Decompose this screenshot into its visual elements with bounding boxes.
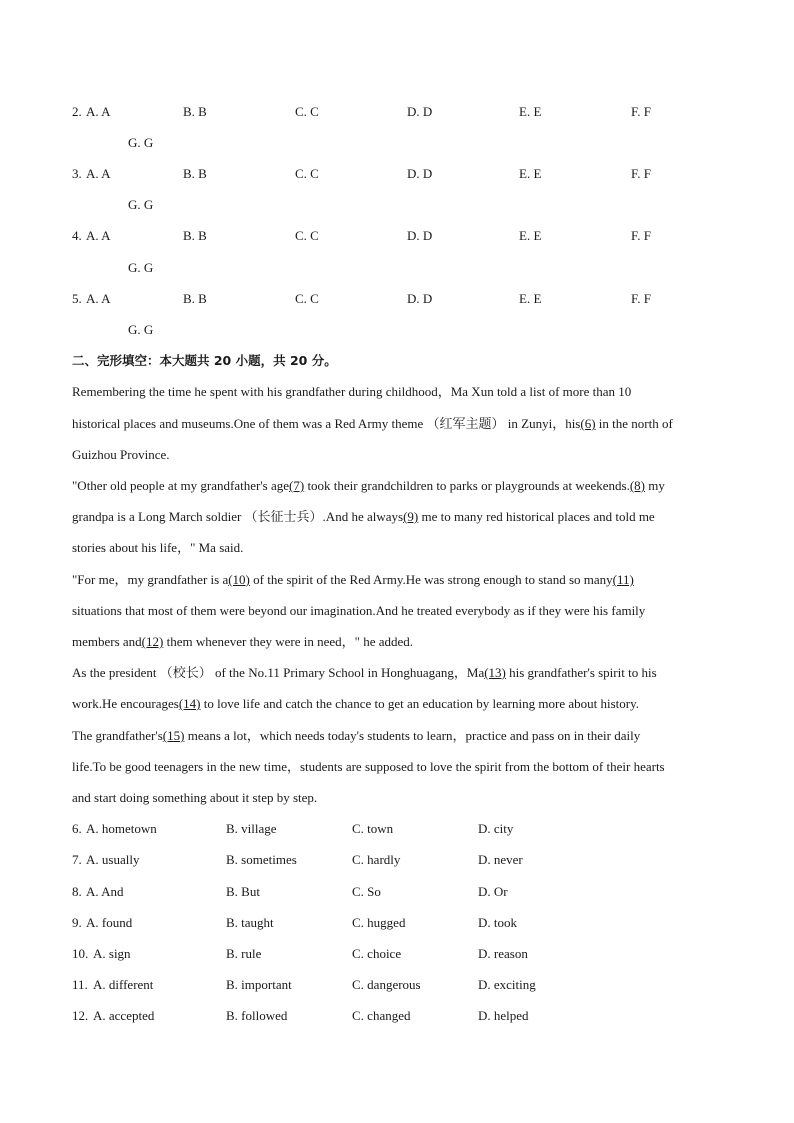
choice-c: C. hardly xyxy=(352,852,401,867)
passage-line xyxy=(72,572,634,588)
choice-b: B. village xyxy=(226,821,277,836)
option-g: G. G xyxy=(128,322,154,337)
choice-c: C. So xyxy=(352,884,381,899)
option-d: D. D xyxy=(407,166,433,181)
choice-b: B. important xyxy=(226,977,292,992)
blank-15: (15) xyxy=(162,728,185,743)
passage-line: life.To be good teenagers in the new time，students are supposed to love the spirit from the bottom of their hearts xyxy=(72,759,665,774)
passage-line: Guizhou Province. xyxy=(72,447,170,462)
blank-10: (10) xyxy=(228,572,250,587)
blank-11: (11) xyxy=(612,572,634,587)
choice-d: D. never xyxy=(478,852,523,867)
option-c: C. C xyxy=(295,291,319,306)
passage-line xyxy=(72,665,657,681)
choice-d: D. city xyxy=(478,821,514,836)
choice-a: A. usually xyxy=(86,852,140,867)
option-b: B. B xyxy=(183,228,207,243)
blank-12: (12) xyxy=(141,634,164,649)
choice-a: A. hometown xyxy=(86,821,157,836)
choice-b: B. taught xyxy=(226,915,274,930)
choice-b: B. followed xyxy=(226,1008,288,1023)
passage-line xyxy=(72,416,673,432)
choice-d: D. took xyxy=(478,915,517,930)
option-a: A. A xyxy=(86,104,111,119)
option-b: B. B xyxy=(183,104,207,119)
option-c: C. C xyxy=(295,166,319,181)
option-e: E. E xyxy=(519,104,542,119)
question-number: 7. xyxy=(72,852,82,867)
question-number: 9. xyxy=(72,915,82,930)
passage-line xyxy=(72,478,665,494)
passage-text: them whenever they were in need，" he added. xyxy=(163,634,414,649)
blank-7: (7) xyxy=(289,478,305,493)
passage-line: stories about his life，" Ma said. xyxy=(72,540,244,555)
option-f: F. F xyxy=(631,228,651,243)
option-e: E. E xyxy=(519,228,542,243)
choice-c: C. hugged xyxy=(352,915,406,930)
passage-text: my xyxy=(645,478,665,493)
passage-line: situations that most of them were beyond our imagination.And he treated everybody as if they were his family xyxy=(72,603,646,618)
passage-text: "Other old people at my grandfather's age xyxy=(72,478,290,493)
passage-line: and start doing something about it step by step. xyxy=(72,790,318,805)
passage-text: "For me，my grandfather is a xyxy=(72,572,229,587)
option-number: 2. xyxy=(72,104,82,119)
passage-line xyxy=(72,634,413,650)
passage-text: work.He encourages xyxy=(72,696,179,711)
choice-c: C. changed xyxy=(352,1008,411,1023)
choice-d: D. Or xyxy=(478,884,508,899)
option-g: G. G xyxy=(128,135,154,150)
option-b: B. B xyxy=(183,291,207,306)
blank-9: (9) xyxy=(403,509,419,524)
blank-14: (14) xyxy=(178,696,201,711)
choice-b: B. sometimes xyxy=(226,852,297,867)
choice-c: C. town xyxy=(352,821,394,836)
option-c: C. C xyxy=(295,228,319,243)
question-number: 12. xyxy=(72,1008,89,1023)
choice-c: C. choice xyxy=(352,946,402,961)
option-a: A. A xyxy=(86,291,111,306)
passage-line xyxy=(72,728,640,744)
passage-text: in the north of xyxy=(595,416,673,431)
choice-a: A. accepted xyxy=(93,1008,155,1023)
choice-a: A. And xyxy=(86,884,124,899)
choice-d: D. exciting xyxy=(478,977,536,992)
passage-text: means a lot，which needs today's students to learn，practice and pass on in their daily xyxy=(184,728,641,743)
choice-c: C. dangerous xyxy=(352,977,421,992)
question-number: 11. xyxy=(72,977,88,992)
option-f: F. F xyxy=(631,291,651,306)
question-number: 6. xyxy=(72,821,82,836)
blank-8: (8) xyxy=(629,478,645,493)
choice-d: D. reason xyxy=(478,946,528,961)
choice-a: A. found xyxy=(86,915,133,930)
blank-6: (6) xyxy=(580,416,596,431)
passage-text: took their grandchildren to parks or playgrounds at weekends. xyxy=(304,478,630,493)
choice-a: A. sign xyxy=(93,946,131,961)
option-d: D. D xyxy=(407,228,433,243)
option-g: G. G xyxy=(128,197,154,212)
choice-b: B. But xyxy=(226,884,260,899)
passage-text: The grandfather's xyxy=(72,728,163,743)
option-c: C. C xyxy=(295,104,319,119)
passage-line xyxy=(72,509,655,525)
option-number: 5. xyxy=(72,291,82,306)
passage-text: grandpa is a Long March soldier （长征士兵）.And he always xyxy=(72,509,404,524)
option-f: F. F xyxy=(631,166,651,181)
passage-text: his grandfather's spirit to his xyxy=(505,665,657,680)
section-heading: 二、完形填空：本大题共 20 小题，共 20 分。 xyxy=(72,353,337,368)
passage-text: me to many red historical places and told me xyxy=(418,509,655,524)
option-d: D. D xyxy=(407,104,433,119)
option-a: A. A xyxy=(86,228,111,243)
option-number: 4. xyxy=(72,228,82,243)
passage-line xyxy=(72,696,639,712)
question-number: 8. xyxy=(72,884,82,899)
question-number: 10. xyxy=(72,946,89,961)
choice-a: A. different xyxy=(93,977,154,992)
passage-text: to love life and catch the chance to get an education by learning more about history. xyxy=(200,696,639,711)
option-e: E. E xyxy=(519,291,542,306)
passage-text: of the spirit of the Red Army.He was strong enough to stand so many xyxy=(249,572,613,587)
choice-b: B. rule xyxy=(226,946,262,961)
choice-d: D. helped xyxy=(478,1008,529,1023)
blank-13: (13) xyxy=(484,665,506,680)
passage-text: historical places and museums.One of them was a Red Army theme （红军主题） in Zunyi，his xyxy=(72,416,581,431)
option-e: E. E xyxy=(519,166,542,181)
passage-line: Remembering the time he spent with his grandfather during childhood，Ma Xun told a list of more than 10 xyxy=(72,384,632,399)
option-f: F. F xyxy=(631,104,651,119)
option-number: 3. xyxy=(72,166,82,181)
passage-text: As the president （校长） of the No.11 Primary School in Honghuagang，Ma xyxy=(72,665,485,680)
passage-text: members and xyxy=(72,634,142,649)
option-b: B. B xyxy=(183,166,207,181)
option-d: D. D xyxy=(407,291,433,306)
option-g: G. G xyxy=(128,260,154,275)
option-a: A. A xyxy=(86,166,111,181)
